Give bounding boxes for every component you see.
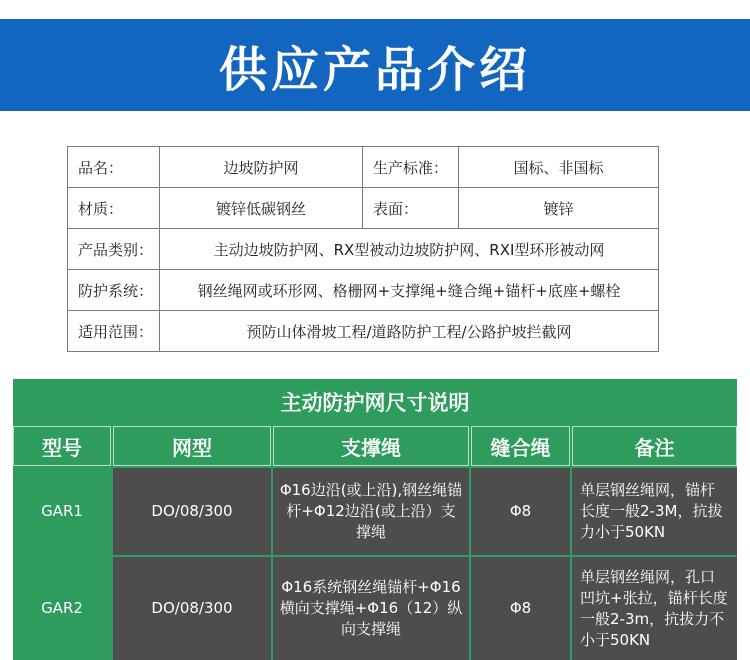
banner (0, 19, 750, 111)
spec-row (68, 188, 659, 229)
spec-label: 适用范围： (68, 311, 160, 352)
spec-label: 产品类别： (68, 229, 160, 270)
row1-mesh: DO/08/300 (113, 468, 271, 555)
spec-value: 边坡防护网 (160, 147, 363, 188)
row2-note-text: 单层钢丝绳网，孔口凹坑+张拉，锚杆长度一般2-3m，抗拔力不小于50KN (580, 567, 728, 649)
spec-row (68, 311, 659, 352)
row2-seam: Φ8 (471, 557, 570, 660)
row1-note (572, 468, 737, 555)
spec-value: 镀锌低碳钢丝 (160, 188, 363, 229)
spec-value: 镀锌 (459, 188, 659, 229)
page-title: 供应产品介绍 (218, 41, 531, 98)
spec-row (68, 229, 659, 270)
spec-value: 国标、非国标 (459, 147, 659, 188)
header-model: 型号 (13, 426, 111, 466)
spec-table (67, 146, 659, 352)
spec-value: 钢丝绳网或环形网、格栅网+支撑绳+缝合绳+锚杆+底座+螺栓 (160, 270, 659, 311)
row1-seam: Φ8 (471, 468, 570, 555)
row1-support (273, 468, 469, 555)
row2-mesh: DO/08/300 (113, 557, 271, 660)
row2-note (572, 557, 737, 660)
spec-label: 材质： (68, 188, 160, 229)
row1-support-text: Φ16边沿(或上沿),钢丝绳锚杆+Φ12边沿(或上沿）支撑绳 (279, 481, 463, 541)
row2-support (273, 557, 469, 660)
spec-label: 品名： (68, 147, 160, 188)
spec-label: 生产标准： (363, 147, 459, 188)
header-support: 支撑绳 (273, 426, 469, 466)
header-note: 备注 (572, 426, 737, 466)
row1-note-text: 单层钢丝绳网，锚杆长度一般2-3M，抗拔力小于50KN (580, 481, 723, 541)
row2-support-text: Φ16系统钢丝绳锚杆+Φ16横向支撑绳+Φ16（12）纵向支撑绳 (279, 578, 463, 638)
size-table-title: 主动防护网尺寸说明 (280, 390, 470, 415)
spec-value: 主动边坡防护网、RX型被动边坡防护网、RXI型环形被动网 (160, 229, 659, 270)
spec-value: 预防山体滑坡工程/道路防护工程/公路护坡拦截网 (160, 311, 659, 352)
row1-model: GAR1 (13, 468, 111, 555)
row2-model: GAR2 (13, 557, 111, 660)
spec-label: 防护系统： (68, 270, 160, 311)
header-seam: 缝合绳 (471, 426, 570, 466)
spec-row (68, 270, 659, 311)
spec-row (68, 147, 659, 188)
spec-label: 表面： (363, 188, 459, 229)
header-mesh: 网型 (113, 426, 271, 466)
size-table (13, 379, 737, 660)
